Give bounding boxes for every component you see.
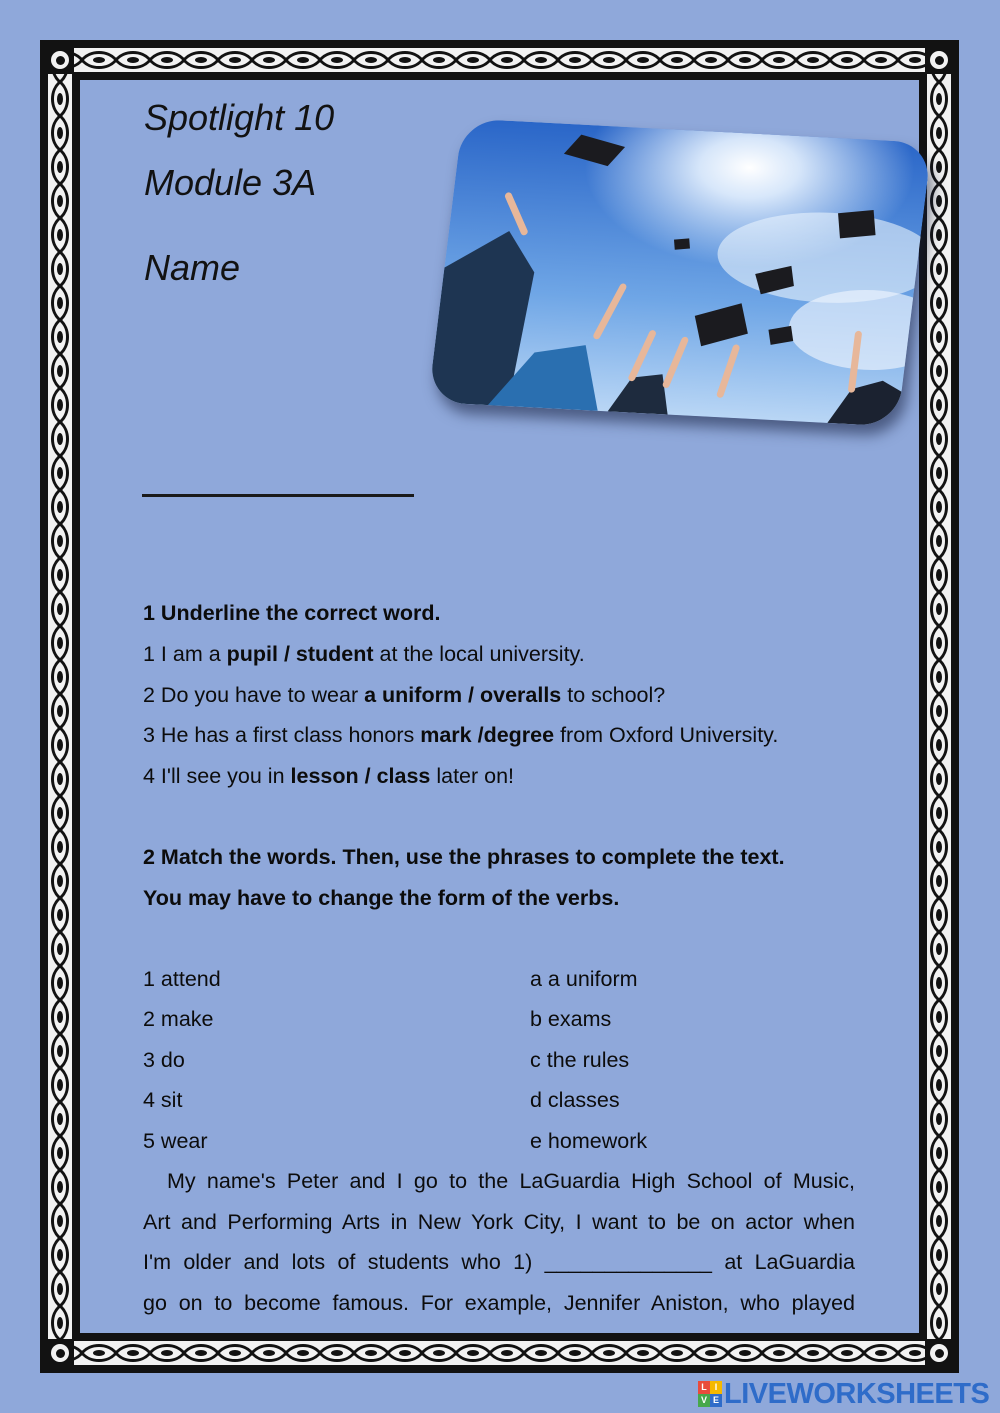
- exercise1-item: [143, 681, 665, 709]
- corner-ornament: [46, 46, 74, 74]
- item-text: 1 I am a: [143, 642, 227, 666]
- border-top-chain: [48, 48, 951, 72]
- module-title: Module 3A: [144, 162, 317, 203]
- exercise2-heading: 2 Match the words. Then, use the phrases to complete the text.: [143, 845, 785, 869]
- match-right-item[interactable]: d classes: [530, 1088, 620, 1112]
- item-text: at the local university.: [373, 642, 585, 666]
- word-choice[interactable]: a uniform / overalls: [364, 683, 562, 707]
- text-paragraph-line: go on to become famous. For example, Jennifer Aniston, who played: [143, 1291, 855, 1315]
- match-left-item[interactable]: 5 wear: [143, 1129, 208, 1153]
- logo-letter: E: [710, 1394, 722, 1407]
- item-text: 2 Do you have to wear: [143, 683, 365, 707]
- item-text: 3 He has a first class honors: [143, 723, 421, 747]
- border-bottom-chain: [48, 1341, 951, 1365]
- exercise2-instruction: You may have to change the form of the verbs.: [143, 886, 620, 910]
- border-right-chain: [927, 48, 951, 1365]
- match-right-item[interactable]: c the rules: [530, 1048, 630, 1072]
- text-paragraph-line: I'm older and lots of students who 1) ______________ at LaGuardia: [143, 1250, 855, 1274]
- logo-letter: I: [710, 1381, 722, 1394]
- item-text: to school?: [561, 683, 666, 707]
- liveworksheets-logo-icon: [698, 1381, 722, 1407]
- logo-letter: V: [698, 1394, 710, 1407]
- match-right-item[interactable]: a a uniform: [530, 967, 638, 991]
- text-paragraph-line: Art and Performing Arts in New York City, I want to be on actor when: [143, 1210, 855, 1234]
- item-text: later on!: [430, 764, 515, 788]
- word-choice[interactable]: pupil / student: [226, 642, 374, 666]
- border-left-chain: [48, 48, 72, 1365]
- exercise1-heading: 1 Underline the correct word.: [143, 601, 441, 625]
- match-left-item[interactable]: 1 attend: [143, 967, 221, 991]
- item-text: from Oxford University.: [554, 723, 779, 747]
- match-right-item[interactable]: e homework: [530, 1129, 648, 1153]
- match-left-item[interactable]: 4 sit: [143, 1088, 183, 1112]
- name-blank-line[interactable]: [142, 494, 414, 497]
- text-paragraph-line: My name's Peter and I go to the LaGuardia High School of Music,: [167, 1169, 855, 1193]
- corner-ornament: [925, 46, 953, 74]
- match-left-item[interactable]: 3 do: [143, 1048, 185, 1072]
- corner-ornament: [46, 1339, 74, 1367]
- liveworksheets-watermark: [698, 1378, 989, 1410]
- name-label: Name: [144, 247, 241, 288]
- exercise1-item: [143, 640, 585, 668]
- match-left-item[interactable]: 2 make: [143, 1007, 214, 1031]
- exercise1-item: [143, 762, 514, 790]
- corner-ornament: [925, 1339, 953, 1367]
- exercise1-item: [143, 721, 778, 749]
- word-choice[interactable]: lesson / class: [290, 764, 431, 788]
- word-choice[interactable]: mark /degree: [420, 723, 555, 747]
- watermark-text: LIVEWORKSHEETS: [724, 1377, 990, 1410]
- logo-letter: L: [698, 1381, 710, 1394]
- worksheet-title: Spotlight 10: [144, 97, 335, 138]
- match-right-item[interactable]: b exams: [530, 1007, 612, 1031]
- graduation-caps-photo: [428, 118, 932, 426]
- item-text: 4 I'll see you in: [143, 764, 291, 788]
